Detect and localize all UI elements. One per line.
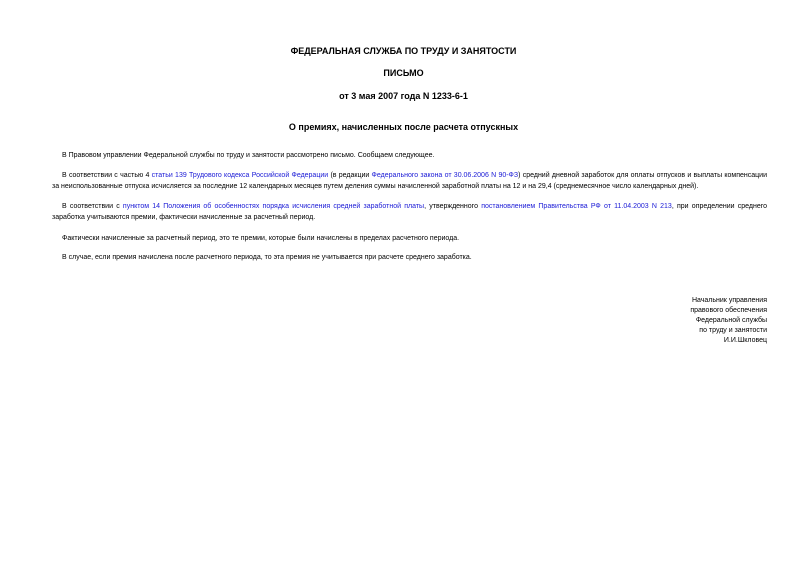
paragraph-1: В Правовом управлении Федеральной службы по труду и занятости рассмотрено письмо. Сообщаем следующее.	[62, 152, 435, 159]
link-labor-code-article-139[interactable]: статьи 139 Трудового кодекса Российской Федерации	[151, 172, 329, 179]
paragraph-3	[52, 202, 767, 223]
paragraph-2-text-3: ) средний дневной заработок для оплаты отпусков и выплаты компенсации за неиспользованные отпуска исчисляется за последние 12 календарных месяцев путем деления суммы начисленной заработной платы на 12 и на 29,4 (среднемесячное число календарных дней).	[52, 172, 768, 190]
paragraph-2	[52, 171, 767, 192]
paragraph-2-text-2: (в редакции	[328, 172, 372, 179]
agency-heading: ФЕДЕРАЛЬНАЯ СЛУЖБА ПО ТРУДУ И ЗАНЯТОСТИ	[290, 46, 517, 56]
link-government-resolution-213[interactable]: постановлением Правительства РФ от 11.04.2003 N 213	[481, 203, 672, 210]
signature-name: И.И.Шкловец	[723, 337, 767, 344]
paragraph-2-text-1: В соответствии с частью 4	[62, 172, 152, 179]
document-type-heading: ПИСЬМО	[383, 68, 424, 78]
signature-line-3: Федеральной службы	[695, 317, 767, 324]
link-regulation-point-14[interactable]: пунктом 14 Положения об особенностях порядка исчисления средней заработной платы	[122, 203, 425, 210]
signature-line-1: Начальник управления	[691, 297, 767, 304]
link-federal-law-90-fz[interactable]: Федерального закона от 30.06.2006 N 90-ФЗ	[371, 172, 519, 179]
signature-block	[567, 296, 767, 346]
subject-heading: О премиях, начисленных после расчета отпускных	[288, 122, 519, 132]
date-number-heading: от 3 мая 2007 года N 1233-6-1	[339, 91, 468, 101]
paragraph-5: В случае, если премия начислена после расчетного периода, то эта премия не учитывается при расчете среднего заработка.	[62, 254, 472, 261]
signature-line-4: по труду и занятости	[699, 327, 767, 334]
paragraph-3-text-2: , утвержденного	[424, 203, 482, 210]
paragraph-3-text-3: , при определении среднего заработка учитываются премии, фактически начисленные за расчетный период.	[52, 203, 768, 221]
signature-line-2: правового обеспечения	[690, 307, 767, 314]
paragraph-4: Фактически начисленные за расчетный период, это те премии, которые были начислены в пределах расчетного периода.	[62, 235, 460, 242]
paragraph-3-text-1: В соответствии с	[62, 203, 123, 210]
